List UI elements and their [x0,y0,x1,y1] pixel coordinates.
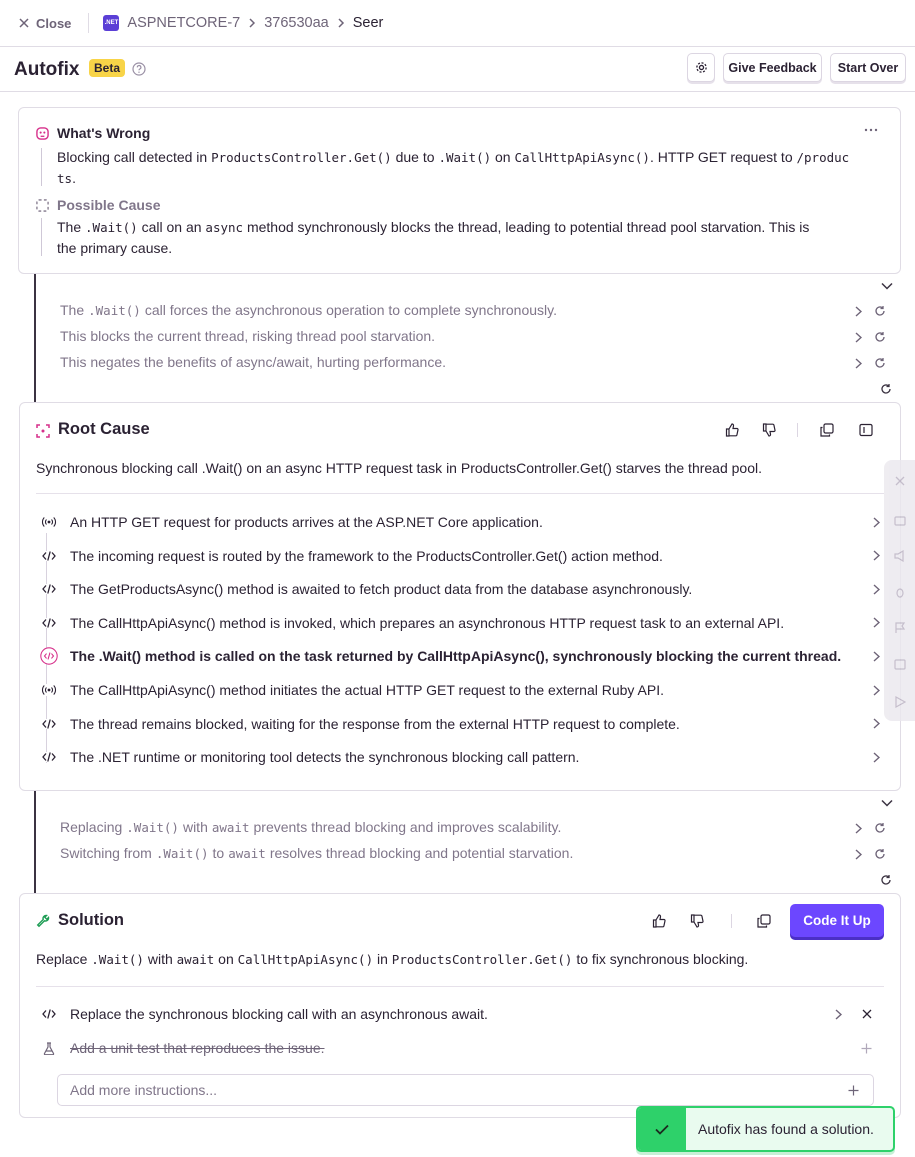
refresh-icon[interactable] [880,874,892,886]
instructions-input[interactable] [57,1074,874,1106]
code-fragment: .Wait() [155,845,209,861]
chevron-right-icon[interactable] [873,617,880,628]
chevron-right-icon[interactable] [855,823,862,834]
code-icon [40,551,58,561]
code-fragment: .Wait() [91,952,144,967]
close-icon[interactable] [895,476,905,486]
code-fragment: /produc [796,150,850,165]
refresh-icon[interactable] [874,331,886,343]
thumbs-up-icon[interactable] [725,423,739,437]
indent-line [41,218,42,256]
solution-step-text: Replace the synchronous blocking call with an asynchronous await. [70,1006,488,1022]
thumbs-down-icon[interactable] [762,423,776,437]
side-toolbar [884,460,915,721]
chevron-right-icon[interactable] [873,584,880,595]
flask-icon [40,1042,58,1055]
chevron-right-icon [248,18,256,28]
divider [797,423,798,437]
calendar-icon[interactable] [894,658,906,670]
text-fragment: to [212,845,225,861]
dashed-square-icon [36,199,49,212]
text-fragment: Switching from [60,845,152,861]
close-label: Close [36,15,72,31]
root-cause-step[interactable] [40,611,880,635]
root-cause-step-text: The GetProductsAsync() method is awaited to fetch product data from the database asynchronously. [70,581,693,598]
text-fragment: with [182,819,208,835]
code-fragment: CallHttpApiAsync() [237,952,374,967]
root-cause-step-text: The CallHttpApiAsync() method initiates the actual HTTP GET request to the external Ruby API. [70,682,664,698]
code-fragment: await [211,819,250,835]
chevron-right-icon[interactable] [835,1009,842,1020]
close-button[interactable] [18,16,71,31]
chevron-right-icon[interactable] [873,718,880,729]
code-icon [40,752,58,762]
chevron-down-icon[interactable] [881,799,893,807]
chevron-right-icon [337,18,345,28]
settings-button[interactable] [687,53,715,82]
root-cause-step[interactable] [40,644,880,668]
text-fragment: call forces the asynchronous operation to complete synchronously. [144,302,557,318]
code-icon [40,719,58,729]
refresh-icon[interactable] [880,383,892,395]
wrench-icon [36,914,50,928]
code-fragment: async [205,220,244,235]
root-cause-step-text: The thread remains blocked, waiting for the response from the external HTTP request to complete. [70,715,680,732]
copy-icon[interactable] [820,423,834,437]
instructions-placeholder: Add more instructions... [70,1082,218,1098]
refresh-icon[interactable] [874,822,886,834]
text-fragment: due to [395,149,435,165]
close-icon [18,17,30,29]
code-icon [40,584,58,594]
root-cause-title: Root Cause [58,420,150,438]
solution-step-removed[interactable] [40,1036,872,1060]
chevron-right-icon[interactable] [855,849,862,860]
text-fragment: . HTTP GET request to [649,149,793,165]
chevron-right-icon[interactable] [873,752,880,763]
text-fragment: with [147,951,173,967]
page-header [0,47,915,92]
possible-cause-text [57,217,887,258]
root-cause-summary: Synchronous blocking call .Wait() on an async HTTP request task in ProductsController.Get() starves the thread pool. [36,460,762,476]
code-fragment: ProductsController.Get() [211,150,392,165]
code-fragment: ProductsController.Get() [391,952,573,967]
breadcrumb-issue[interactable]: 376530aa [264,15,329,31]
broadcast-icon [40,684,58,696]
text-fragment: in [377,951,388,967]
code-fragment: .Wait() [438,150,492,165]
text-fragment: . [72,170,76,186]
code-fragment: .Wait() [85,220,138,235]
give-feedback-button[interactable]: Give Feedback [723,53,822,82]
mail-icon[interactable] [894,516,906,526]
root-cause-step-text: The CallHttpApiAsync() method is invoked, which prepares an asynchronous HTTP request task to an external API. [70,614,785,631]
checkmark-icon [638,1108,686,1150]
chevron-right-icon[interactable] [855,358,862,369]
text-fragment: to fix synchronous blocking. [576,951,749,967]
page-title: Autofix [14,59,80,80]
chevron-right-icon[interactable] [855,332,862,343]
code-icon [40,618,58,628]
code-fragment: await [228,845,266,861]
code-icon [40,645,58,667]
start-over-button[interactable]: Start Over [830,53,906,82]
refresh-icon[interactable] [874,305,886,317]
root-cause-step[interactable] [40,678,880,702]
indent-line [41,148,42,186]
alert-face-icon [36,127,49,140]
target-icon [36,424,50,438]
thumbs-up-icon[interactable] [652,914,666,928]
gear-icon [695,61,708,74]
text-fragment: the primary cause. [57,240,173,256]
root-cause-card [19,402,901,791]
timeline-connector [34,791,36,893]
root-cause-step[interactable] [40,577,880,601]
help-icon[interactable] [132,62,146,76]
panel-icon[interactable] [859,423,873,437]
insight-actions [855,357,886,369]
root-cause-step[interactable] [40,745,880,769]
dotnet-logo-icon: .NET [103,15,119,31]
divider [36,493,884,494]
divider [36,986,884,987]
chevron-right-icon[interactable] [873,550,880,561]
insight-actions [855,822,886,834]
alternative-insight[interactable]: This blocks the current thread, risking thread pool starvation. [60,328,436,344]
chevron-right-icon[interactable] [855,306,862,317]
text-fragment: prevents thread blocking and improves scalability. [253,819,562,835]
breadcrumb-project[interactable]: ASPNETCORE-7 [127,15,241,31]
code-fragment: .Wait() [88,302,141,318]
whats-wrong-title: What's Wrong [57,125,151,141]
root-cause-step-text: The incoming request is routed by the framework to the ProductsController.Get() action method. [70,547,663,564]
insight-actions [855,331,886,343]
flag-icon[interactable] [894,622,906,634]
root-cause-step[interactable] [40,544,880,568]
chevron-right-icon[interactable] [873,685,880,696]
text-fragment: call on an [141,219,202,235]
text-fragment: Replace [36,951,88,967]
alternative-insight[interactable] [60,845,573,861]
alternative-insight[interactable] [60,819,561,835]
root-cause-step[interactable] [40,510,880,534]
divider [731,914,732,928]
code-icon [40,1009,58,1019]
copy-icon[interactable] [757,914,771,928]
broadcast-icon [40,516,58,528]
thumbs-down-icon[interactable] [690,914,704,928]
plus-icon[interactable] [848,1085,859,1096]
code-fragment: CallHttpApiAsync() [514,150,650,165]
megaphone-icon[interactable] [894,550,906,562]
root-cause-step-text: The .Wait() method is called on the task returned by CallHttpApiAsync(), synchronously blocking the current thread. [70,648,842,665]
whats-wrong-card [18,107,901,274]
play-icon[interactable] [894,696,906,708]
code-fragment: ts [57,171,73,186]
text-fragment: Blocking call detected in [57,149,208,165]
alternative-insight[interactable]: This negates the benefits of async/await, hurting performance. [60,354,446,370]
solution-summary [36,949,896,970]
chevron-right-icon[interactable] [873,651,880,662]
text-fragment: on [218,951,234,967]
text-fragment: method synchronously blocks the thread, leading to potential thread pool starvation. This is [246,219,810,235]
breadcrumb-current: Seer [352,15,384,31]
text-fragment: on [495,149,511,165]
text-fragment: The [60,302,85,318]
text-fragment: The [57,219,82,235]
code-it-up-button[interactable]: Code It Up [790,904,884,937]
alternative-insight[interactable] [60,302,557,318]
refresh-icon[interactable] [874,848,886,860]
insight-actions [855,848,886,860]
plus-icon[interactable] [861,1043,872,1054]
root-cause-step[interactable] [40,712,880,736]
text-fragment: resolves thread blocking and potential starvation. [269,845,574,861]
code-fragment: await [176,952,215,967]
insight-actions [855,305,886,317]
beta-badge: Beta [89,59,125,77]
possible-cause-title: Possible Cause [57,197,161,213]
more-options-icon[interactable] [864,128,878,132]
solution-step-text: Add a unit test that reproduces the issue. [70,1040,325,1056]
toast-message: Autofix has found a solution. [698,1121,874,1137]
solution-title: Solution [58,911,124,929]
root-cause-step-text: The .NET runtime or monitoring tool detects the synchronous blocking call pattern. [70,749,580,766]
timeline-connector [34,274,36,402]
success-toast [636,1106,895,1152]
code-fragment: .Wait() [126,819,179,835]
divider [88,13,89,33]
text-fragment: Replacing [60,819,123,835]
bug-icon[interactable] [894,586,906,598]
top-bar [0,0,915,47]
chevron-right-icon[interactable] [873,517,880,528]
whats-wrong-text [57,147,887,189]
breadcrumb [103,15,383,31]
solution-step[interactable] [40,1002,872,1026]
close-icon[interactable] [862,1009,872,1019]
root-cause-step-text: An HTTP GET request for products arrives at the ASP.NET Core application. [70,514,543,530]
chevron-down-icon[interactable] [881,282,893,290]
refresh-icon[interactable] [874,357,886,369]
